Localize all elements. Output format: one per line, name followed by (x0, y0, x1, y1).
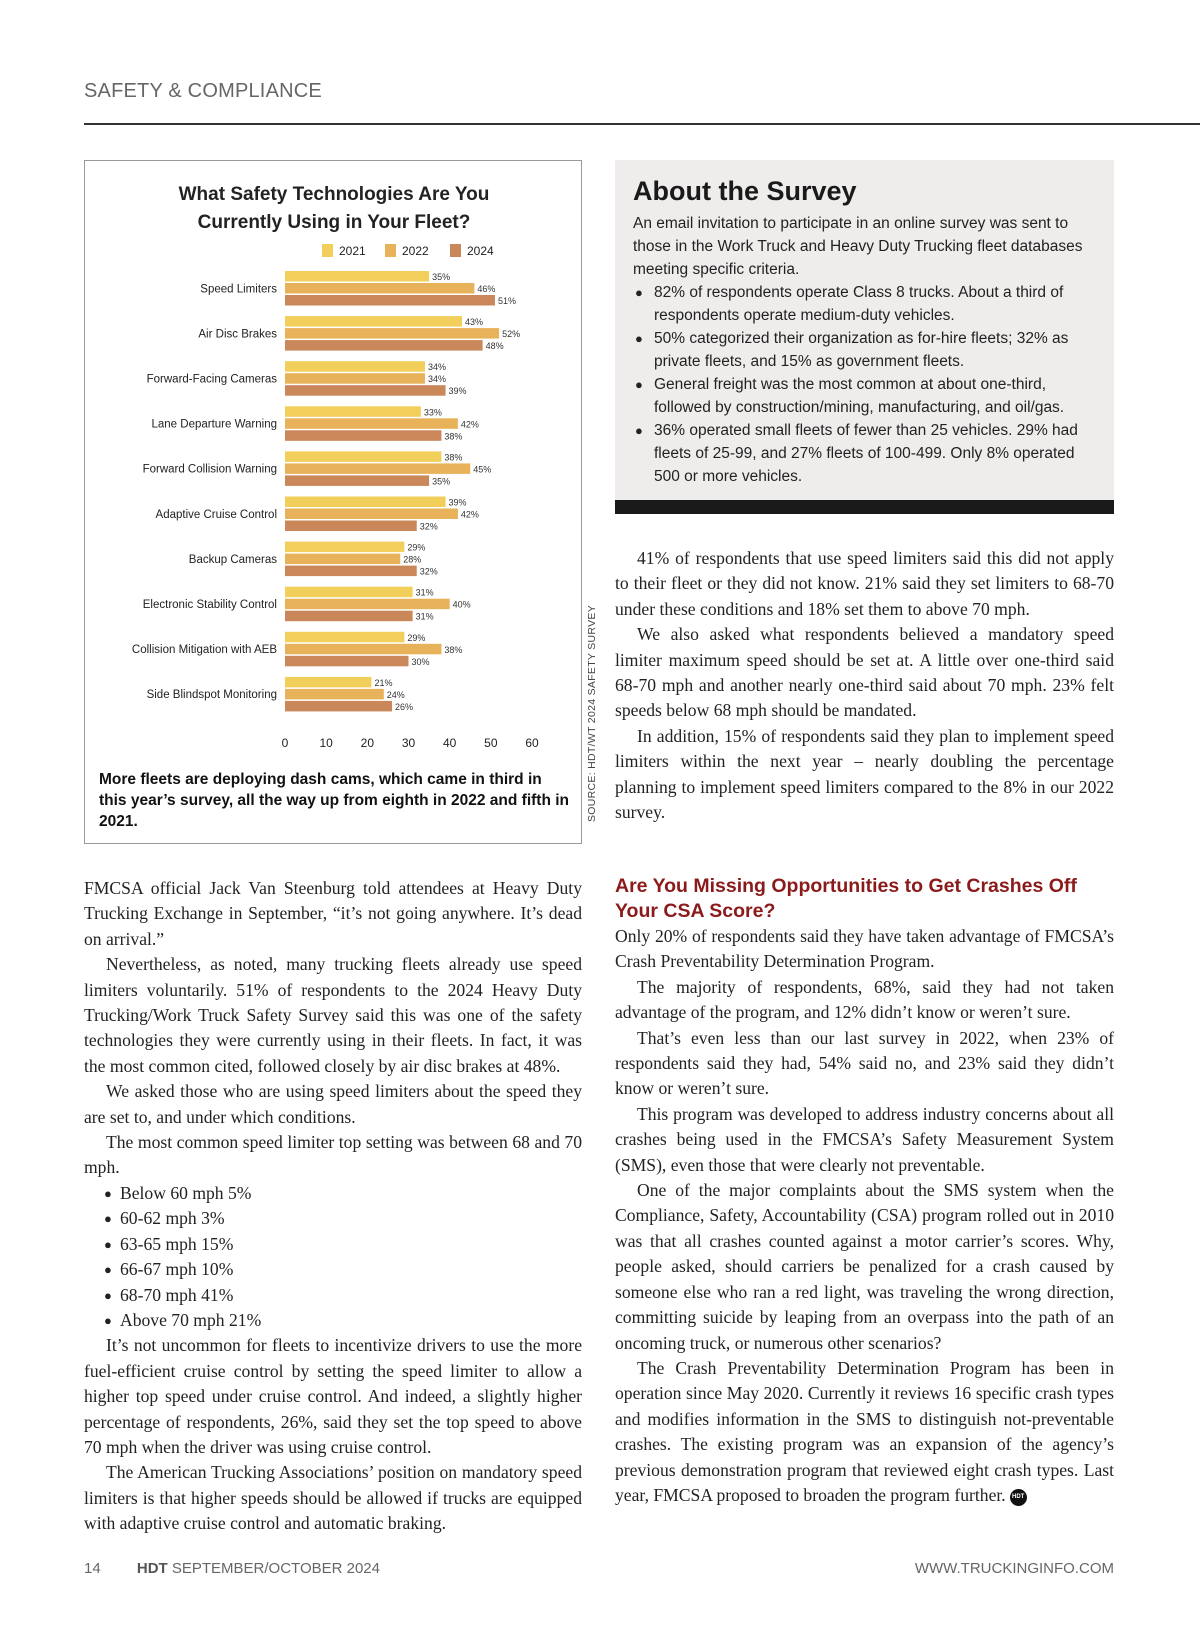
data-label: 34% (427, 374, 446, 385)
body-paragraph: The majority of respondents, 68%, said they had not taken advantage of the program, and 12% didn’t know or weren’t sure. (615, 976, 1114, 1023)
about-bullet: ● 82% of respondents operate Class 8 trucks. About a third of respondents operate medium-duty vehicles. (633, 281, 1096, 327)
bar (285, 632, 404, 643)
list-item: ● 66-67 mph 10% (84, 1257, 582, 1282)
data-label: 29% (407, 542, 426, 553)
data-label: 51% (497, 296, 516, 306)
data-label: 33% (423, 407, 442, 418)
bar (285, 689, 384, 700)
body-paragraph: One of the major complaints about the SMS system when the Compliance, Safety, Accountability (CSA) program rolled out in 2010 was that all crashes counted against a motor carrier’s scores. Why, people asked, should carriers be penalized for a crash caused by someone else who ran a red light, was traveling the wrong direction, committing suicide by leaping from an overpass into the path of an oncoming truck, or numerous other scenarios? (615, 1180, 1114, 1353)
right-column-top (615, 546, 1114, 825)
list-item: ● Below 60 mph 5% (84, 1181, 582, 1206)
bar (285, 406, 421, 417)
data-label: 30% (411, 656, 430, 667)
body-paragraph: We also asked what respondents believed a mandatory speed limiter maximum speed should be set at. A little over one-third said 68-70 mph and another nearly one-third said about 70 mph. 23% felt speeds below 68 mph should be mandated. (615, 624, 1114, 721)
page-number: 14 (84, 1560, 101, 1577)
data-label: 38% (444, 431, 463, 442)
legend-swatch (322, 244, 333, 257)
bar-chart (85, 161, 583, 761)
footer-left (84, 1560, 380, 1577)
category-label: Adaptive Cruise Control (155, 508, 277, 521)
chart-title-line1: What Safety Technologies Are You (178, 184, 490, 205)
list-item: ● 68-70 mph 41% (84, 1283, 582, 1308)
bar (285, 316, 462, 327)
list-item: ● Above 70 mph 21% (84, 1308, 582, 1333)
data-label: 45% (473, 464, 492, 475)
about-bullet: ● 36% operated small fleets of fewer than 25 vehicles. 29% had fleets of 25-99, and 27% fleets of 100-499. Only 8% operated 500 or more vehicles. (633, 419, 1096, 488)
category-label: Forward Collision Warning (142, 463, 277, 476)
data-label: 26% (395, 701, 414, 712)
data-label: 35% (432, 272, 451, 282)
bar (285, 599, 450, 610)
body-paragraph: We asked those who are using speed limiters about the speed they are set to, and under which conditions. (84, 1081, 582, 1127)
data-label: 43% (465, 317, 484, 328)
x-tick-label: 30 (401, 736, 416, 750)
bar (285, 554, 400, 565)
body-paragraph: Only 20% of respondents said they have taken advantage of FMCSA’s Crash Preventability Determination Program. (615, 926, 1114, 972)
hdt-end-mark-icon: HDT (1010, 1489, 1027, 1506)
magazine-name: HDT (136, 1560, 168, 1577)
chart-title-line2: Currently Using in Your Fleet? (197, 212, 471, 233)
chart-panel (84, 160, 582, 844)
data-label: 32% (419, 566, 438, 577)
about-bullet: ● General freight was the most common at about one-third, followed by construction/mining, manufacturing, and oil/gas. (633, 373, 1096, 419)
data-label: 38% (444, 644, 463, 655)
data-label: 38% (444, 452, 463, 463)
body-paragraph: In addition, 15% of respondents said they plan to implement speed limiters within the next year – nearly doubling the percentage planning to implement speed limiters compared to the 8% in our 2022 survey. (615, 725, 1114, 823)
bar (285, 451, 441, 462)
bar (285, 418, 458, 429)
bar (285, 497, 446, 508)
about-list (633, 281, 1096, 488)
data-label: 39% (448, 497, 467, 508)
header-rule (84, 123, 1200, 125)
data-label: 31% (415, 611, 434, 622)
data-label: 42% (460, 419, 479, 430)
body-paragraph: It’s not uncommon for fleets to incentivize drivers to use the more fuel-efficient cruise control by setting the speed limiter to allow a higher top speed under cruise control. And indeed, a slightly higher percentage of respondents, 26%, said they set the top speed to above 70 mph when the driver was using cruise control. (84, 1335, 582, 1457)
legend-label: 2024 (467, 244, 494, 258)
data-label: 42% (460, 509, 479, 520)
issue-date: SEPTEMBER/OCTOBER 2024 (171, 1560, 380, 1577)
data-label: 28% (403, 554, 422, 565)
category-label: Air Disc Brakes (198, 328, 277, 341)
bar (285, 361, 425, 372)
x-tick-label: 60 (525, 736, 539, 750)
legend-swatch (450, 244, 461, 257)
data-label: 40% (452, 599, 471, 610)
footer-url: WWW.TRUCKINGINFO.COM (914, 1560, 1114, 1577)
bar (285, 430, 441, 441)
bar (285, 475, 429, 486)
body-paragraph: The American Trucking Associations’ position on mandatory speed limiters is that higher speeds should be allowed if trucks are equipped with adaptive cruise control and automatic braking. (84, 1462, 582, 1534)
x-tick-label: 50 (484, 736, 498, 750)
body-paragraph: 41% of respondents that use speed limiters said this did not apply to their fleet or they did not know. 21% said they set limiters to 68-70 under these conditions and 18% set them to above 70 mph. (615, 548, 1114, 619)
section-heading: Are You Missing Opportunities to Get Crashes Off Your CSA Score? (615, 875, 1077, 922)
category-label: Electronic Stability Control (142, 598, 277, 611)
body-paragraph: Nevertheless, as noted, many trucking fleets already use speed limiters voluntarily. 51% of respondents to the 2024 Heavy Duty Trucking/Work Truck Safety Survey said this was one of the safety technologies they were currently using in their fleets. In fact, it was the most common cited, followed closely by air disc brakes at 48%. (84, 954, 582, 1076)
bar (285, 283, 474, 294)
x-tick-label: 20 (360, 736, 375, 750)
right-column-bottom (615, 874, 1114, 1508)
bar (285, 644, 441, 655)
about-intro: An email invitation to participate in an online survey was sent to those in the Work Truck and Heavy Duty Trucking fleet databases meeting specific criteria. (633, 215, 1083, 278)
x-tick-label: 40 (442, 736, 457, 750)
speed-setting-list (84, 1181, 582, 1333)
category-label: Backup Cameras (188, 553, 277, 566)
body-paragraph: That’s even less than our last survey in 2022, when 23% of respondents said they had, 54% said no, and 23% said they didn’t know or weren’t sure. (615, 1027, 1114, 1099)
data-label: 31% (415, 587, 434, 598)
about-survey-box (615, 160, 1114, 514)
list-item: ● 63-65 mph 15% (84, 1232, 582, 1257)
category-label: Speed Limiters (200, 283, 277, 296)
body-paragraph: The most common speed limiter top setting was between 68 and 70 mph. (84, 1132, 582, 1178)
data-label: 52% (502, 329, 521, 340)
data-label: 48% (485, 341, 504, 352)
body-paragraph: This program was developed to address industry concerns about all crashes being used in the FMCSA’s Safety Measurement System (SMS), even those that were clearly not preventable. (615, 1103, 1114, 1175)
about-bullet: ● 50% categorized their organization as for-hire fleets; 32% as private fleets, and 15% as government fleets. (633, 327, 1096, 373)
data-label: 21% (374, 677, 393, 688)
body-paragraph: FMCSA official Jack Van Steenburg told attendees at Heavy Duty Trucking Exchange in September, “it’s not going anywhere. It’s dead on arrival.” (84, 878, 582, 949)
category-label: Side Blindspot Monitoring (146, 689, 277, 702)
bar (285, 463, 470, 474)
x-tick-label: 10 (319, 736, 333, 750)
legend-label: 2022 (402, 244, 429, 258)
legend-label: 2021 (339, 244, 366, 258)
bar (285, 587, 413, 598)
bar (285, 271, 429, 282)
bar (285, 677, 371, 688)
data-label: 34% (427, 362, 446, 373)
section-label: SAFETY & COMPLIANCE (84, 80, 322, 102)
bar (285, 611, 413, 622)
about-title: About the Survey (633, 176, 857, 206)
left-column (84, 876, 582, 1537)
chart-source: SOURCE: HDT/WT 2024 SAFETY SURVEY (586, 604, 598, 822)
bar (285, 509, 458, 520)
bar (285, 542, 404, 553)
chart-caption: More fleets are deploying dash cams, which came in third in this year’s survey, all the way up from eighth in 2022 and fifth in 2021. (99, 771, 569, 830)
body-paragraph-text: The Crash Preventability Determination Program has been in operation since May 2020. Currently it reviews 16 specific crash types and modifies information in the SMS to distinguish not-preventable crashes. The existing program was an expansion of the agency’s previous demonstration program that reviewed eight crash types. Last year, FMCSA proposed to broaden the program further. (615, 1357, 1114, 1505)
bar (285, 328, 499, 339)
bar (285, 340, 483, 351)
bar (285, 701, 392, 712)
bar (285, 373, 425, 384)
category-label: Lane Departure Warning (151, 418, 277, 431)
body-paragraph (615, 1356, 1114, 1508)
bar (285, 385, 446, 396)
bar (285, 656, 409, 667)
data-label: 29% (407, 632, 426, 643)
bar (285, 295, 495, 306)
category-label: Collision Mitigation with AEB (131, 644, 277, 657)
x-tick-label: 0 (281, 736, 289, 750)
data-label: 46% (477, 284, 496, 294)
bar (285, 521, 417, 532)
legend-swatch (385, 244, 396, 257)
data-label: 32% (419, 521, 438, 532)
bar (285, 566, 417, 577)
data-label: 35% (432, 476, 451, 487)
data-label: 39% (448, 386, 467, 397)
list-item: ● 60-62 mph 3% (84, 1206, 582, 1231)
category-label: Forward-Facing Cameras (146, 373, 277, 386)
data-label: 24% (386, 689, 405, 700)
